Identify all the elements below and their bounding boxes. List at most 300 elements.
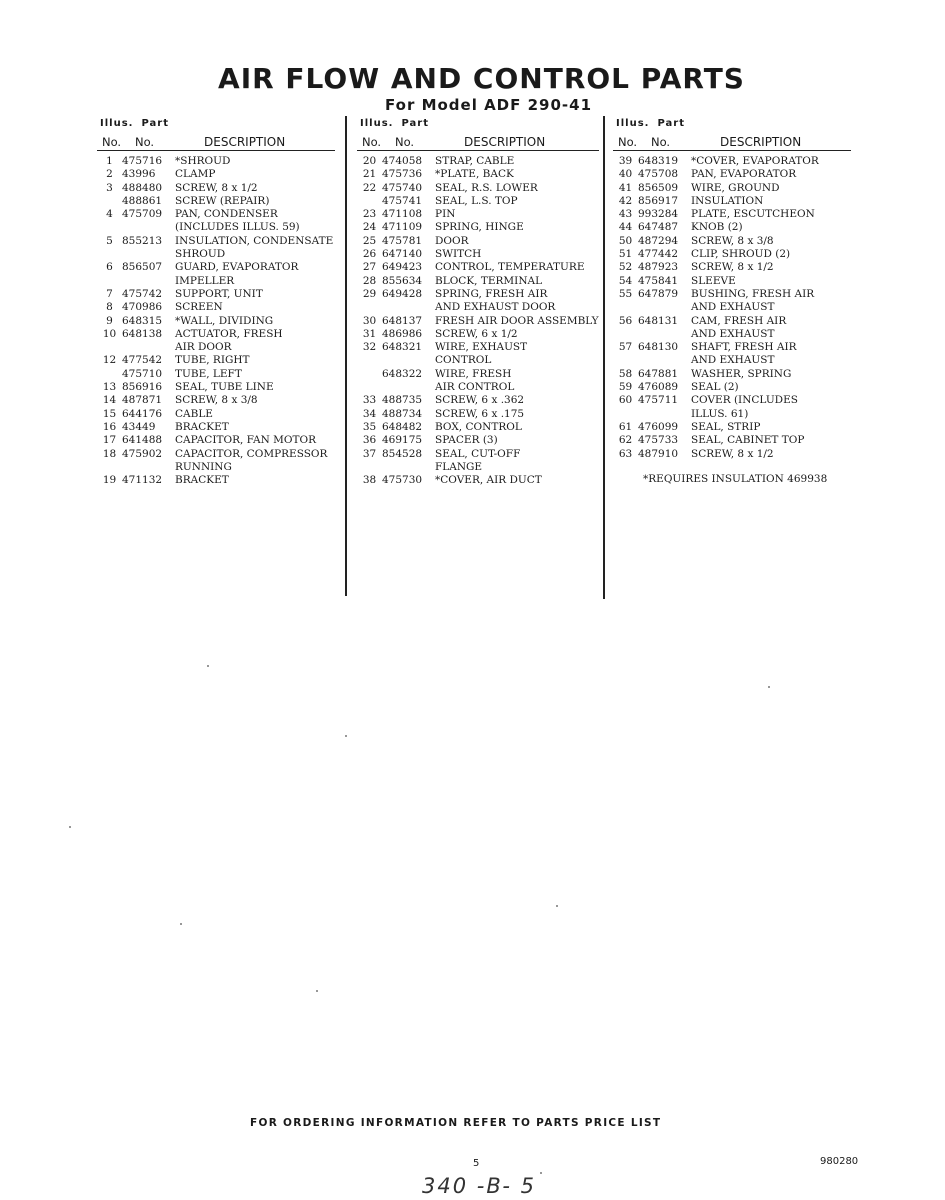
- part-number: [638, 301, 691, 314]
- parts-column-2: [357, 118, 599, 487]
- illus-number: [357, 461, 382, 474]
- part-description: *COVER, EVAPORATOR: [691, 155, 819, 167]
- illus-number: 35: [362, 420, 377, 433]
- part-description: TUBE, RIGHT: [175, 354, 250, 367]
- part-description: FLANGE: [435, 460, 483, 473]
- parts-row: [613, 235, 851, 248]
- parts-row: [357, 448, 599, 461]
- part-number: 475736: [382, 168, 423, 181]
- parts-row: [97, 182, 335, 195]
- illus-number: 8: [106, 301, 113, 314]
- parts-row: [357, 168, 599, 181]
- part-description: STRAP, CABLE: [435, 155, 515, 167]
- part-description: AIR DOOR: [175, 341, 232, 354]
- parts-row: [357, 368, 599, 381]
- part-number: [122, 221, 175, 234]
- parts-row: [613, 168, 851, 181]
- part-number: [638, 408, 691, 421]
- parts-row: [97, 301, 335, 314]
- illus-number: 41: [618, 181, 633, 194]
- illus-number: 51: [618, 248, 633, 261]
- scan-speck: [768, 686, 770, 688]
- scan-speck: [345, 735, 347, 737]
- illus-number: 3: [106, 181, 113, 194]
- parts-row: [357, 381, 599, 394]
- part-description: PAN, CONDENSER: [175, 208, 278, 221]
- illus-number: 14: [102, 394, 117, 407]
- illus-number: [97, 461, 122, 474]
- parts-row: [97, 328, 335, 341]
- scan-speck: [69, 826, 71, 828]
- parts-row: [97, 461, 335, 474]
- parts-row: [97, 368, 335, 381]
- part-number: 488480: [122, 181, 163, 194]
- part-number: 476089: [638, 381, 679, 394]
- part-description: COVER (INCLUDES: [691, 394, 798, 407]
- part-description: SPRING, HINGE: [435, 221, 524, 234]
- parts-row: [357, 208, 599, 221]
- part-description: AND EXHAUST: [691, 327, 775, 340]
- parts-row: [357, 301, 599, 314]
- illus-number: 40: [618, 168, 633, 181]
- part-number: 647487: [638, 221, 679, 234]
- parts-row: [97, 394, 335, 407]
- part-number: 856916: [122, 381, 163, 394]
- illus-number: 37: [362, 447, 377, 460]
- column-divider-right: [603, 116, 605, 599]
- part-number: 648138: [122, 327, 163, 340]
- illus-no-header: No.: [362, 135, 382, 149]
- parts-row: [357, 195, 599, 208]
- part-number: [122, 341, 175, 354]
- illus-number: [357, 195, 382, 208]
- parts-row: [613, 155, 851, 168]
- part-header: Part: [657, 118, 685, 129]
- part-number: 486986: [382, 327, 423, 340]
- part-description: AIR CONTROL: [435, 381, 515, 394]
- part-description: BRACKET: [175, 474, 229, 487]
- part-description: SEAL, CABINET TOP: [691, 434, 805, 447]
- illus-number: [97, 195, 122, 208]
- part-description: SCREW, 8 x 3/8: [691, 234, 774, 247]
- illus-number: 43: [618, 208, 633, 221]
- part-number: 648130: [638, 341, 679, 354]
- parts-row: [613, 248, 851, 261]
- part-description: TUBE, LEFT: [175, 367, 242, 380]
- part-description: SEAL, L.S. TOP: [435, 194, 518, 207]
- part-number: [382, 381, 435, 394]
- part-number: 648319: [638, 155, 679, 167]
- part-description: SCREW, 6 x 1/2: [435, 327, 518, 340]
- illus-number: 36: [362, 434, 377, 447]
- page-number: 5: [473, 1158, 480, 1169]
- parts-row: [613, 288, 851, 301]
- part-number: [122, 248, 175, 261]
- illus-number: [357, 354, 382, 367]
- part-number: 475716: [122, 155, 163, 167]
- parts-row: [357, 328, 599, 341]
- part-description: SCREW, 6 x .175: [435, 407, 525, 420]
- part-number: 648315: [122, 314, 163, 327]
- parts-row: [613, 421, 851, 434]
- parts-row: [613, 221, 851, 234]
- illus-number: 13: [102, 381, 117, 394]
- parts-row: [357, 182, 599, 195]
- part-number: 43996: [122, 168, 156, 181]
- part-description: SWITCH: [435, 248, 482, 261]
- illus-number: 24: [362, 221, 377, 234]
- part-number: 475740: [382, 181, 423, 194]
- part-number: 993284: [638, 208, 679, 221]
- part-description: PIN: [435, 208, 456, 221]
- part-number: 854528: [382, 447, 423, 460]
- parts-row: [97, 168, 335, 181]
- illus-no-header: No.: [102, 135, 122, 149]
- illus-header: Illus.: [616, 118, 650, 129]
- illus-number: 12: [102, 354, 117, 367]
- parts-row: [613, 394, 851, 407]
- parts-row: [97, 474, 335, 487]
- illus-number: [97, 248, 122, 261]
- column-divider-left: [345, 116, 347, 596]
- part-number: [122, 275, 175, 288]
- part-number: [382, 461, 435, 474]
- part-description: RUNNING: [175, 460, 232, 473]
- part-description: ACTUATOR, FRESH: [175, 327, 283, 340]
- parts-row: [613, 328, 851, 341]
- part-description: SEAL, CUT-OFF: [435, 447, 521, 460]
- part-header: Part: [401, 118, 429, 129]
- part-number: 644176: [122, 407, 163, 420]
- part-number: 43449: [122, 420, 156, 433]
- part-number: [382, 354, 435, 367]
- part-description: BUSHING, FRESH AIR: [691, 287, 815, 300]
- illus-number: 39: [618, 155, 633, 167]
- illus-number: 52: [618, 261, 633, 274]
- column-header: [97, 118, 335, 152]
- part-number: 648321: [382, 341, 423, 354]
- part-number: 648482: [382, 420, 423, 433]
- illus-number: 29: [362, 287, 377, 300]
- part-description: SEAL (2): [691, 381, 739, 394]
- part-number: 647879: [638, 287, 679, 300]
- part-description: CABLE: [175, 407, 213, 420]
- part-description: SCREW, 8 x 1/2: [691, 261, 774, 274]
- illus-number: 56: [618, 314, 633, 327]
- part-description: CLIP, SHROUD (2): [691, 248, 791, 261]
- parts-row: [357, 221, 599, 234]
- part-header: Part: [141, 118, 169, 129]
- scan-speck: [180, 923, 182, 925]
- part-no-header: No.: [651, 135, 671, 149]
- part-number: 471109: [382, 221, 423, 234]
- part-number: 488861: [122, 194, 163, 207]
- parts-row: [97, 421, 335, 434]
- scan-speck: [316, 990, 318, 992]
- part-description: BLOCK, TERMINAL: [435, 274, 543, 287]
- parts-row: [613, 368, 851, 381]
- part-description: SCREW, 6 x .362: [435, 394, 525, 407]
- part-description: SCREW, 8 x 3/8: [175, 394, 258, 407]
- part-number: 476099: [638, 420, 679, 433]
- part-description: SLEEVE: [691, 274, 736, 287]
- part-number: 856507: [122, 261, 163, 274]
- part-description: PLATE, ESCUTCHEON: [691, 208, 815, 221]
- part-description: IMPELLER: [175, 274, 235, 287]
- parts-row: [97, 354, 335, 367]
- part-description: BRACKET: [175, 420, 229, 433]
- parts-row: [613, 381, 851, 394]
- part-number: 469175: [382, 434, 423, 447]
- parts-row: [357, 155, 599, 168]
- illus-number: 31: [362, 327, 377, 340]
- part-description: SPACER (3): [435, 434, 498, 447]
- illus-number: 61: [618, 420, 633, 433]
- description-header: DESCRIPTION: [464, 135, 546, 149]
- illus-number: [613, 301, 638, 314]
- illus-number: 23: [362, 208, 377, 221]
- part-number: [122, 461, 175, 474]
- part-description: SPRING, FRESH AIR: [435, 287, 548, 300]
- parts-row: [357, 394, 599, 407]
- part-number: 475781: [382, 234, 423, 247]
- part-number: 477542: [122, 354, 163, 367]
- illus-number: 62: [618, 434, 633, 447]
- scan-speck: [207, 665, 209, 667]
- part-description: CONTROL, TEMPERATURE: [435, 261, 585, 274]
- parts-row: [357, 434, 599, 447]
- part-number: 488734: [382, 407, 423, 420]
- part-description: SEAL, STRIP: [691, 420, 761, 433]
- parts-row: [613, 301, 851, 314]
- illus-number: 1: [106, 155, 113, 167]
- part-description: WASHER, SPRING: [691, 367, 792, 380]
- illus-number: [613, 408, 638, 421]
- part-description: BOX, CONTROL: [435, 420, 522, 433]
- part-description: *COVER, AIR DUCT: [435, 474, 542, 487]
- part-description: GUARD, EVAPORATOR: [175, 261, 299, 274]
- illus-number: 32: [362, 341, 377, 354]
- parts-row: [613, 408, 851, 421]
- part-description: SUPPORT, UNIT: [175, 287, 263, 300]
- parts-row: [357, 275, 599, 288]
- illus-number: 5: [106, 234, 113, 247]
- illus-header: Illus.: [360, 118, 394, 129]
- illus-number: [613, 354, 638, 367]
- part-description: SCREW, 8 x 1/2: [691, 447, 774, 460]
- illus-number: 7: [106, 287, 113, 300]
- description-header: DESCRIPTION: [204, 135, 286, 149]
- part-description: AND EXHAUST: [691, 301, 775, 314]
- part-number: 648322: [382, 367, 423, 380]
- illus-number: 25: [362, 234, 377, 247]
- illus-number: 18: [102, 447, 117, 460]
- part-description: INSULATION, CONDENSATE: [175, 234, 334, 247]
- illus-number: 4: [106, 208, 113, 221]
- part-description: PAN, EVAPORATOR: [691, 168, 797, 181]
- part-no-header: No.: [395, 135, 415, 149]
- parts-row: [613, 195, 851, 208]
- parts-row: [613, 354, 851, 367]
- illus-number: 44: [618, 221, 633, 234]
- illus-number: 50: [618, 234, 633, 247]
- column-header: [613, 118, 851, 152]
- part-number: 648137: [382, 314, 423, 327]
- model-subtitle: For Model ADF 290-41: [385, 96, 593, 114]
- parts-row: [613, 261, 851, 274]
- part-number: 487923: [638, 261, 679, 274]
- illus-number: 28: [362, 274, 377, 287]
- part-number: 475741: [382, 194, 423, 207]
- part-description: AND EXHAUST DOOR: [435, 301, 556, 314]
- parts-row: [97, 434, 335, 447]
- illus-number: 27: [362, 261, 377, 274]
- parts-row: [613, 434, 851, 447]
- parts-row: [97, 155, 335, 168]
- illus-number: [97, 341, 122, 354]
- part-number: 475902: [122, 447, 163, 460]
- parts-row: [357, 354, 599, 367]
- parts-row: [357, 288, 599, 301]
- description-header: DESCRIPTION: [720, 135, 802, 149]
- parts-row: [357, 461, 599, 474]
- insulation-note: *REQUIRES INSULATION 469938: [643, 473, 828, 485]
- parts-list: [357, 155, 599, 487]
- illus-no-header: No.: [618, 135, 638, 149]
- part-number: 647881: [638, 367, 679, 380]
- parts-row: [97, 275, 335, 288]
- part-number: 475733: [638, 434, 679, 447]
- illus-number: 2: [106, 168, 113, 181]
- part-number: 475710: [122, 367, 163, 380]
- parts-row: [613, 448, 851, 461]
- part-description: SCREW (REPAIR): [175, 194, 270, 207]
- part-number: 649423: [382, 261, 423, 274]
- part-description: WIRE, GROUND: [691, 181, 780, 194]
- parts-row: [97, 261, 335, 274]
- illus-number: [97, 275, 122, 288]
- parts-row: [97, 195, 335, 208]
- part-description: SCREW, 8 x 1/2: [175, 181, 258, 194]
- part-number: [638, 354, 691, 367]
- illus-number: 22: [362, 181, 377, 194]
- header-rule: [613, 150, 851, 151]
- part-description: DOOR: [435, 234, 469, 247]
- parts-row: [97, 341, 335, 354]
- header-rule: [97, 150, 335, 151]
- part-number: 855634: [382, 274, 423, 287]
- illus-number: [97, 368, 122, 381]
- illus-number: 42: [618, 194, 633, 207]
- part-description: *WALL, DIVIDING: [175, 314, 274, 327]
- parts-row: [357, 341, 599, 354]
- part-description: FRESH AIR DOOR ASSEMBLY: [435, 314, 599, 327]
- illus-number: [357, 368, 382, 381]
- parts-column-3: [613, 118, 851, 461]
- part-number: 475730: [382, 474, 423, 487]
- parts-row: [97, 448, 335, 461]
- parts-row: [97, 315, 335, 328]
- part-number: [638, 328, 691, 341]
- part-number: 475709: [122, 208, 163, 221]
- illus-number: 17: [102, 434, 117, 447]
- illus-number: 33: [362, 394, 377, 407]
- parts-row: [357, 235, 599, 248]
- part-number: 647140: [382, 248, 423, 261]
- illus-number: 19: [102, 474, 117, 487]
- part-number: 475708: [638, 168, 679, 181]
- part-number: 649428: [382, 287, 423, 300]
- illus-number: 10: [102, 327, 117, 340]
- part-description: AND EXHAUST: [691, 354, 775, 367]
- part-description: INSULATION: [691, 194, 764, 207]
- part-number: 487294: [638, 234, 679, 247]
- part-number: 488735: [382, 394, 423, 407]
- parts-row: [97, 288, 335, 301]
- parts-row: [357, 408, 599, 421]
- part-description: CAM, FRESH AIR: [691, 314, 787, 327]
- part-number: 641488: [122, 434, 163, 447]
- illus-number: 6: [106, 261, 113, 274]
- parts-row: [357, 248, 599, 261]
- illus-number: 60: [618, 394, 633, 407]
- parts-row: [357, 474, 599, 487]
- part-number: 487910: [638, 447, 679, 460]
- part-description: *PLATE, BACK: [435, 168, 514, 181]
- illus-number: 38: [362, 474, 377, 487]
- parts-row: [97, 235, 335, 248]
- part-number: 475841: [638, 274, 679, 287]
- parts-row: [97, 248, 335, 261]
- parts-row: [357, 421, 599, 434]
- part-no-header: No.: [135, 135, 155, 149]
- part-number: 474058: [382, 155, 423, 167]
- parts-list: [97, 155, 335, 487]
- part-number: 856509: [638, 181, 679, 194]
- parts-row: [613, 275, 851, 288]
- parts-row: [613, 315, 851, 328]
- parts-column-1: [97, 118, 335, 487]
- part-number: 648131: [638, 314, 679, 327]
- column-header: [357, 118, 599, 152]
- parts-row: [97, 381, 335, 394]
- illus-number: 26: [362, 248, 377, 261]
- part-number: [382, 301, 435, 314]
- parts-row: [97, 221, 335, 234]
- parts-row: [97, 208, 335, 221]
- part-description: SHROUD: [175, 248, 226, 261]
- illus-number: 15: [102, 407, 117, 420]
- part-description: SCREEN: [175, 301, 223, 314]
- illus-number: [613, 328, 638, 341]
- illus-number: 9: [106, 314, 113, 327]
- part-description: SHAFT, FRESH AIR: [691, 341, 797, 354]
- illus-number: 16: [102, 420, 117, 433]
- page-title: AIR FLOW AND CONTROL PARTS: [218, 62, 745, 95]
- part-description: (INCLUDES ILLUS. 59): [175, 221, 300, 234]
- part-description: WIRE, FRESH: [435, 367, 512, 380]
- part-description: CAPACITOR, FAN MOTOR: [175, 434, 317, 447]
- parts-row: [97, 408, 335, 421]
- part-number: 856917: [638, 194, 679, 207]
- illus-number: 59: [618, 381, 633, 394]
- illus-number: 34: [362, 407, 377, 420]
- part-description: CAPACITOR, COMPRESSOR: [175, 447, 328, 460]
- part-number: 475742: [122, 287, 163, 300]
- part-description: SEAL, R.S. LOWER: [435, 181, 538, 194]
- part-number: 477442: [638, 248, 679, 261]
- part-description: CLAMP: [175, 168, 216, 181]
